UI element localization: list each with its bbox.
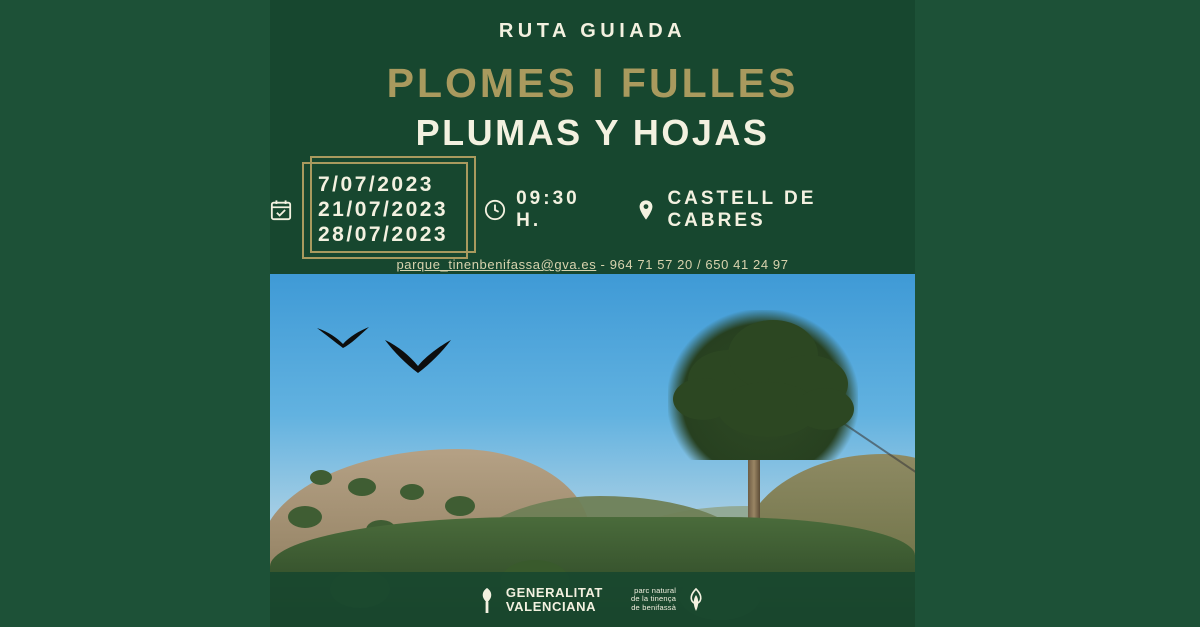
crown-blob <box>796 388 854 430</box>
poster-eyebrow: RUTA GUIADA <box>498 20 687 42</box>
clock-icon <box>484 198 506 222</box>
shrub <box>348 478 376 496</box>
park-line3: de benifassà <box>631 602 677 612</box>
date-line-1: 7/07/2023 <box>318 172 434 196</box>
landscape-photo <box>270 274 915 627</box>
generalitat-text <box>506 586 603 614</box>
location-pin-icon <box>635 198 657 222</box>
park-line1: parc natural <box>634 585 677 595</box>
time-label: 09:30 H. <box>516 188 580 231</box>
generalitat-line1: GENERALITAT <box>505 584 603 600</box>
generalitat-line2: VALENCIANA <box>505 598 597 614</box>
location-label: CASTELL DE CABRES <box>667 188 817 231</box>
poster-info-row <box>270 165 915 255</box>
shrub <box>288 506 322 528</box>
poster-header <box>270 0 915 274</box>
date-line-2: 21/07/2023 <box>318 197 449 221</box>
dates-box <box>302 162 468 259</box>
park-leaf-icon <box>683 586 709 614</box>
shrub <box>400 484 424 500</box>
park-logo <box>631 586 709 614</box>
contact-email[interactable]: parque_tinenbenifassa@gva.es <box>396 257 597 272</box>
footer-logos <box>270 572 915 627</box>
contact-line <box>270 257 915 272</box>
park-text <box>631 587 676 613</box>
time-group <box>484 188 609 232</box>
crown-blob <box>673 378 733 420</box>
calendar-icon <box>270 199 292 221</box>
location-group <box>635 188 915 232</box>
bird-silhouette <box>315 322 371 352</box>
poster-panel <box>270 0 915 627</box>
generalitat-valenciana-logo <box>476 586 603 614</box>
tree-crown <box>668 310 858 460</box>
generalitat-crest-icon <box>476 586 498 614</box>
park-line2: de la tinença <box>630 594 677 604</box>
contact-separator: - <box>600 257 606 272</box>
shrub <box>445 496 475 516</box>
contact-phones: 964 71 57 20 / 650 41 24 97 <box>609 257 789 272</box>
date-line-3: 28/07/2023 <box>318 222 449 246</box>
dates-group <box>270 162 468 259</box>
bird-silhouette <box>382 336 454 378</box>
poster-title-spanish: PLUMAS Y HOJAS <box>415 112 770 153</box>
shrub <box>310 470 332 485</box>
poster-title-valencian: PLOMES I FULLES <box>386 60 799 106</box>
